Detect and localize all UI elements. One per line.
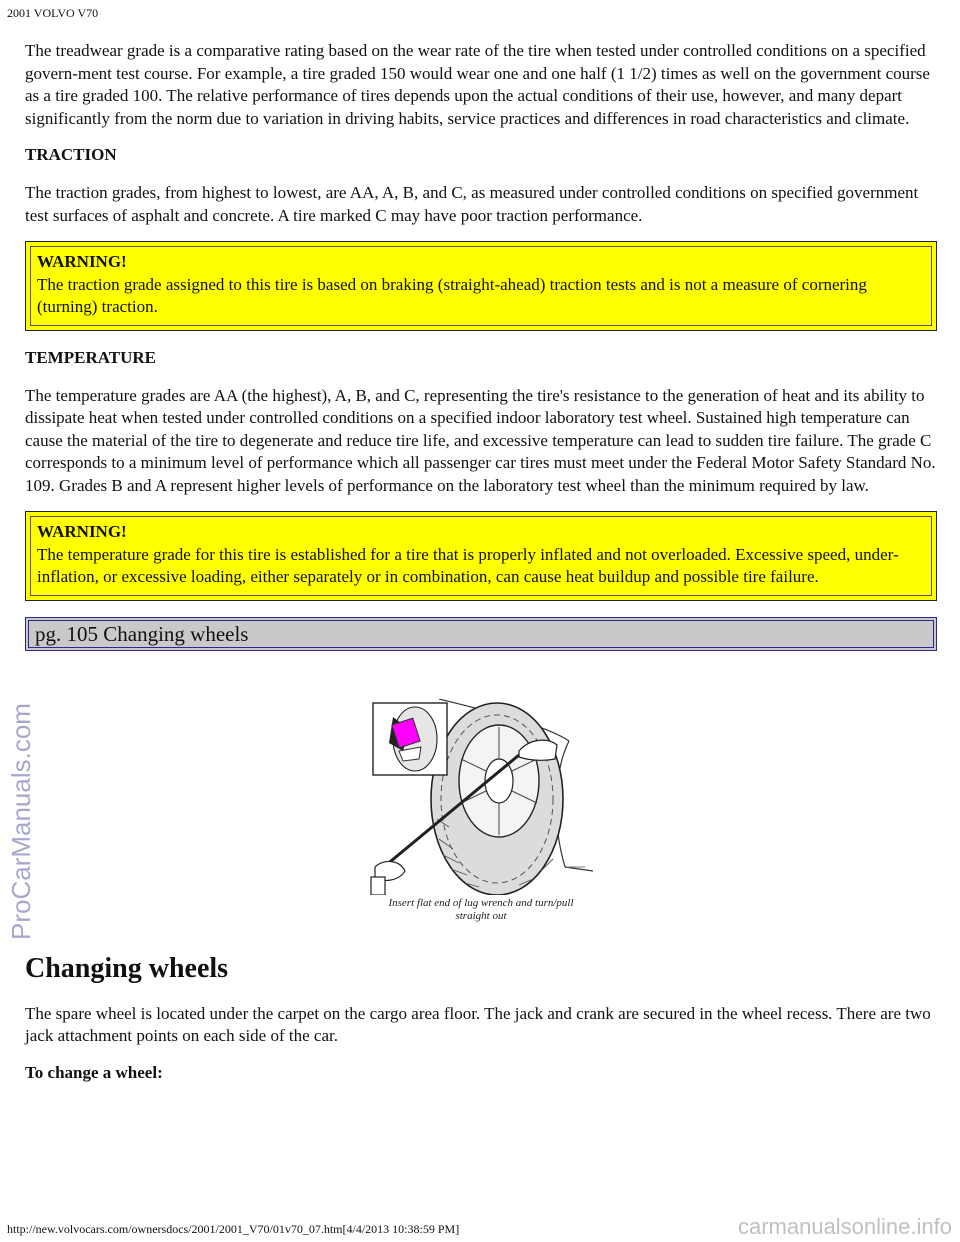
page-content (25, 40, 937, 1100)
spare-wheel-paragraph: The spare wheel is located under the carpet on the cargo area floor. The jack and crank are secured in the wheel recess. There are two jack attachment points on each side of the car. (25, 1003, 931, 1045)
caption-line-1: Insert flat end of lug wrench and turn/pull (388, 896, 574, 909)
temperature-heading: TEMPERATURE (25, 347, 156, 367)
traction-heading: TRACTION (25, 145, 117, 164)
changing-wheels-heading: Changing wheels (25, 952, 229, 984)
source-url-footer: http://new.volvocars.com/ownersdocs/2001/2001_V70/01v70_07.htm[4/4/2013 10:38:59 PM] (7, 1222, 460, 1236)
warning-title: WARNING! (37, 252, 127, 271)
page-section-label[interactable]: pg. 105 Changing wheels (28, 620, 934, 648)
traction-warning-inner (30, 246, 932, 326)
corner-watermark: carmanualsonline.info (737, 1214, 952, 1239)
traction-warning-box (25, 241, 937, 331)
side-watermark (4, 703, 36, 940)
lug-wrench-illustration (369, 699, 593, 931)
temperature-warning-inner (30, 516, 932, 596)
caption-line-2: straight out (455, 909, 507, 922)
to-change-wheel-heading: To change a wheel: (25, 1062, 163, 1082)
wheel-drawing (369, 699, 593, 895)
warning-title: WARNING! (37, 522, 127, 541)
warning-text: The temperature grade for this tire is established for a tire that is properly inflated and not overloaded. Excessive speed, under-inflation, or excessive loading, either separately or in combination, can cause heat buildup and possible tire failure. (37, 544, 899, 586)
document-header-title: 2001 VOLVO V70 (7, 6, 99, 20)
traction-paragraph: The traction grades, from highest to lowest, are AA, A, B, and C, as measured under controlled conditions on specified government test surfaces of asphalt and concrete. A tire marked C may have poor traction performance. (25, 183, 919, 225)
page-section-bar[interactable] (25, 617, 937, 651)
temperature-paragraph: The temperature grades are AA (the highest), A, B, and C, representing the tire's resistance to the generation of heat and its ability to dissipate heat when tested under controlled conditions on a specified indoor laboratory test wheel. Sustained high temperature can cause the material of the tire to degenerate and reduce tire life, and excessive temperature can lead to sudden tire failure. The grade C corresponds to a minimum level of performance which all passenger car tires must meet under the Federal Motor Safety Standard No. 109. Grades B and A represent higher levels of performance on the laboratory test wheel than the minimum required by law. (25, 385, 936, 495)
side-watermark-text: ProCarManuals.com (6, 703, 36, 940)
treadwear-paragraph: The treadwear grade is a comparative rating based on the wear rate of the tire when tested under controlled conditions on a specified govern-ment test course. For example, a tire graded 150 would wear one and one half (1 1/2) times as well on the government course as a tire graded 100. The relative performance of tires depends upon the actual conditions of their use, however, and many depart significantly from the norm due to variation in driving habits, service practices and differences in road characteristics and climate. (25, 41, 930, 128)
temperature-warning-box (25, 511, 937, 601)
figure-caption (369, 897, 593, 923)
warning-text: The traction grade assigned to this tire is based on braking (straight-ahead) traction tests and is not a measure of cornering (turning) traction. (37, 274, 867, 316)
